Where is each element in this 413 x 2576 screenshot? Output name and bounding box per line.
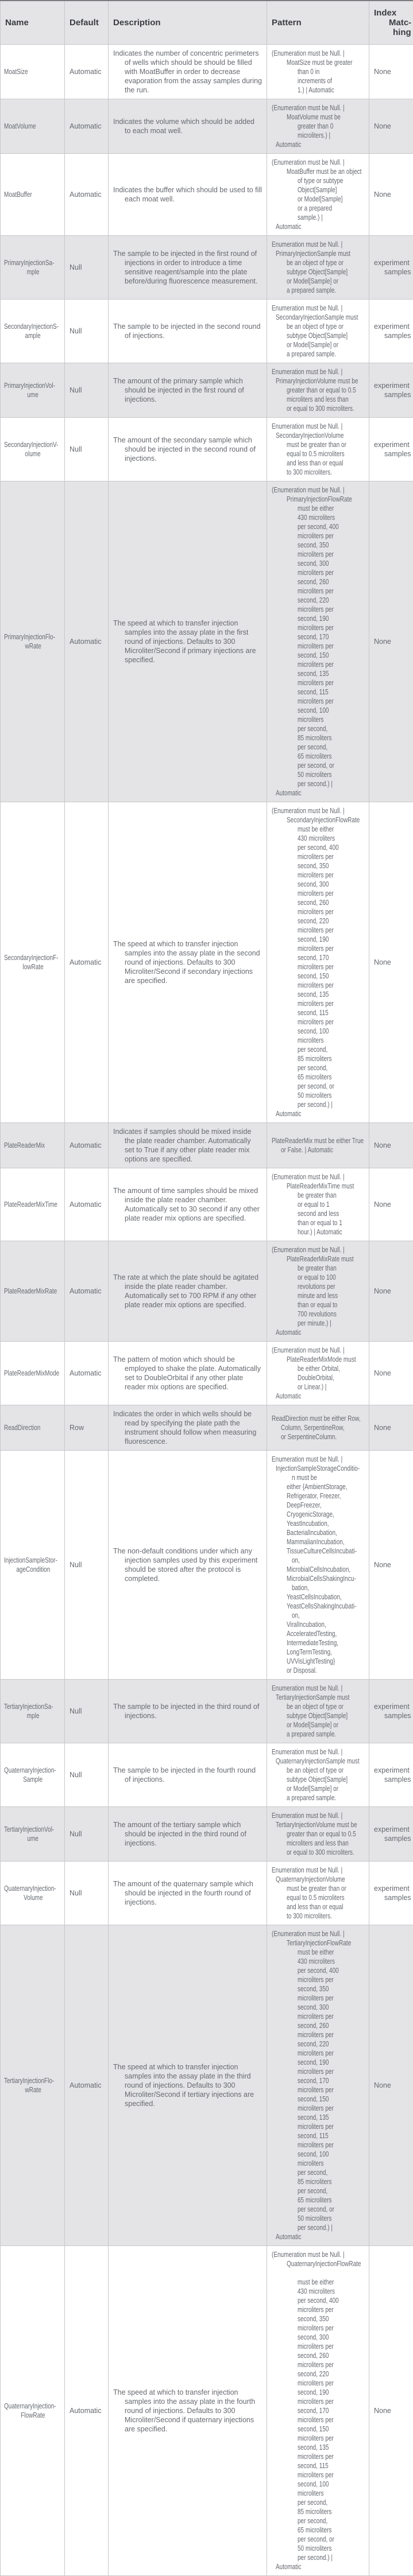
option-name: SecondaryInjectionS- ample [1,300,65,363]
option-description: The amount of the quaternary sample which should be injected in the fourth round of injections. [109,1862,267,1925]
index-matching-value: experiment samples [369,300,413,363]
default-value: Automatic [65,1123,109,1168]
option-name: PrimaryInjectionFlo- wRate [1,481,65,802]
pattern-value: Enumeration must be Null. | TertiaryInjectionSample must be an object of type or subtype Object[Sample] or Model[Sample] or a prepared sample. [267,1680,369,1743]
index-matching-value: experiment samples [369,1743,413,1807]
pattern-value: Enumeration must be Null. | QuaternaryInjectionVolume must be greater than or equal to 0.5 microliters and less than or equal to 300 microliters. [267,1862,369,1925]
option-name: QuaternaryInjection- Sample [1,1743,65,1807]
option-description: Indicates the order in which wells should be read by specifying the plate path the instrument should follow when measuring fluorescence. [109,1405,267,1451]
column-header-default: Default [65,1,109,45]
index-matching-value: None [369,1168,413,1241]
index-matching-header-line: Index [374,8,408,18]
default-value: Automatic [65,1241,109,1342]
option-name: TertiaryInjectionFlo- wRate [1,1925,65,2246]
index-matching-value: None [369,481,413,802]
index-matching-value: None [369,1342,413,1405]
pattern-value: (Enumeration must be Null. | PlateReaderMixMode must be either Orbital, DoubleOrbital, or Linear.) | Automatic [267,1342,369,1405]
option-name: PlateReaderMixTime [1,1168,65,1241]
table-row [1,154,413,236]
option-description: The speed at which to transfer injection samples into the assay plate in the second round of injections. Defaults to 300 Microliter/Second if secondary injections are specified. [109,802,267,1123]
table-row [1,1342,413,1405]
default-value: Null [65,236,109,300]
option-description: The amount of time samples should be mixed inside the plate reader chamber. Automatically set to 30 second if any other plate reader mix options are specified. [109,1168,267,1241]
table-row [1,363,413,418]
index-matching-value: experiment samples [369,1862,413,1925]
index-matching-value: None [369,99,413,154]
pattern-value: Enumeration must be Null. | QuaternaryInjectionSample must be an object of type or subtype Object[Sample] or Model[Sample] or a prepared sample. [267,1743,369,1807]
index-matching-value: experiment samples [369,363,413,418]
pattern-value: (Enumeration must be Null. | QuaternaryInjectionFlowRate must be either 430 microliters per second, 400 microliters per second, 350 microliters per second, 300 microliters per second, 260 microliters per second, 220 microliters per second, 190 microliters per second, 170 microliters per second, 150 microliters per second, 135 microliters per second, 115 microliters per second, 100 microliters per second, 85 microliters per second, 65 microliters per second, or 50 microliters per second.) | Automatic [267,2246,369,2576]
table-row [1,1743,413,1807]
index-matching-value: None [369,1123,413,1168]
index-matching-value: None [369,1241,413,1342]
index-matching-value: experiment samples [369,1680,413,1743]
option-description: The amount of the secondary sample which should be injected in the second round of injections. [109,418,267,481]
option-name: TertiaryInjectionVol- ume [1,1807,65,1862]
option-name: TertiaryInjectionSa- mple [1,1680,65,1743]
default-value: Null [65,363,109,418]
option-description: The amount of the tertiary sample which should be injected in the third round of injections. [109,1807,267,1862]
header-row [1,1,413,45]
option-description: Indicates if samples should be mixed inside the plate reader chamber. Automatically set to True if any other plate reader mix options are specified. [109,1123,267,1168]
option-description: The rate at which the plate should be agitated inside the plate reader chamber. Automatically set to 700 RPM if any other plate reader mix options are specified. [109,1241,267,1342]
index-matching-value: None [369,2246,413,2576]
table-row [1,1680,413,1743]
default-value: Automatic [65,1925,109,2246]
pattern-value: Enumeration must be Null. | InjectionSampleStorageConditio- n must be either {AmbientStorage, Refrigerator, Freezer, DeepFreezer, CryogenicStorage, YeastIncubation, BacterialIncubation, MammalianIncubation, TissueCultureCellsIncubati- on, MicrobialCellsIncubation, MicrobialCellsShakingIncu- bation, YeastCellsIncubation, YeastCellsShakingIncubati- on, ViralIncubation, AcceleratedTesting, IntermediateTesting, LongTermTesting, UVVisLightTesting} or Disposal. [267,1451,369,1680]
default-value: Automatic [65,481,109,802]
pattern-value: ReadDirection must be either Row, Column, SerpentineRow, or SerpentineColumn. [267,1405,369,1451]
option-description: The speed at which to transfer injection samples into the assay plate in the first round of injections. Defaults to 300 Microliter/Second if primary injections are specified. [109,481,267,802]
option-name: MoatSize [1,45,65,99]
option-name: QuaternaryInjection- Volume [1,1862,65,1925]
default-value: Null [65,1862,109,1925]
index-matching-value: None [369,802,413,1123]
option-description: The speed at which to transfer injection samples into the assay plate in the fourth round of injections. Defaults to 300 Microliter/Second if quaternary injections are specified. [109,2246,267,2576]
table-row [1,1807,413,1862]
option-description: The sample to be injected in the third round of injections. [109,1680,267,1743]
option-description: Indicates the volume which should be added to each moat well. [109,99,267,154]
option-name: QuaternaryInjection- FlowRate [1,2246,65,2576]
option-description: The pattern of motion which should be employed to shake the plate. Automatically set to DoubleOrbital if any other plate reader mix options are specified. [109,1342,267,1405]
table-row [1,1925,413,2246]
pattern-value: (Enumeration must be Null. | PlateReaderMixTime must be greater than or equal to 1 second and less than or equal to 1 hour.) | Automatic [267,1168,369,1241]
index-matching-value: None [369,1925,413,2246]
index-matching-value: None [369,1405,413,1451]
index-matching-value: experiment samples [369,236,413,300]
pattern-value: Enumeration must be Null. | TertiaryInjectionVolume must be greater than or equal to 0.5 microliters and less than or equal to 300 microliters. [267,1807,369,1862]
pattern-value: Enumeration must be Null. | PrimaryInjectionVolume must be greater than or equal to 0.5 microliters and less than or equal to 300 microliters. [267,363,369,418]
index-matching-value: experiment samples [369,418,413,481]
pattern-value: (Enumeration must be Null. | MoatBuffer must be an object of type or subtype Object[Sample] or Model[Sample] or a prepared sample.) | Automatic [267,154,369,236]
pattern-value: Enumeration must be Null. | SecondaryInjectionSample must be an object of type or subtype Object[Sample] or Model[Sample] or a prepared sample. [267,300,369,363]
default-value: Null [65,418,109,481]
default-value: Automatic [65,802,109,1123]
option-description: The non-default conditions under which any injection samples used by this experiment should be stored after the protocol is completed. [109,1451,267,1680]
index-matching-header-line: Matc- [374,18,408,28]
index-matching-value: None [369,1451,413,1680]
option-description: The amount of the primary sample which should be injected in the first round of injections. [109,363,267,418]
pattern-value: Enumeration must be Null. | SecondaryInjectionVolume must be greater than or equal to 0.5 microliters and less than or equal to 300 microliters. [267,418,369,481]
table-row [1,99,413,154]
option-description: The sample to be injected in the first round of injections in order to introduce a time sensitive reagent/sample into the plate before/during fluorescence measurement. [109,236,267,300]
column-header-pattern: Pattern [267,1,369,45]
column-header-name: Name [1,1,65,45]
pattern-value: (Enumeration must be Null. | PrimaryInjectionFlowRate must be either 430 microliters per second, 400 microliters per second, 350 microliters per second, 300 microliters per second, 260 microliters per second, 220 microliters per second, 190 microliters per second, 170 microliters per second, 150 microliters per second, 135 microliters per second, 115 microliters per second, 100 microliters per second, 85 microliters per second, 65 microliters per second, or 50 microliters per second.) | Automatic [267,481,369,802]
pattern-value: Enumeration must be Null. | PrimaryInjectionSample must be an object of type or subtype Object[Sample] or Model[Sample] or a prepared sample. [267,236,369,300]
pattern-value: (Enumeration must be Null. | PlateReaderMixRate must be greater than or equal to 100 revolutions per minute and less than or equal to 700 revolutions per minute.) | Automatic [267,1241,369,1342]
column-header-description: Description [109,1,267,45]
option-name: SecondaryInjectionF- lowRate [1,802,65,1123]
table-row [1,1241,413,1342]
default-value: Automatic [65,45,109,99]
table-row [1,802,413,1123]
default-value: Null [65,1451,109,1680]
option-description: Indicates the number of concentric perimeters of wells which should be should be filled with MoatBuffer in order to decrease evaporation from the assay samples during the run. [109,45,267,99]
option-name: PrimaryInjectionSa- mple [1,236,65,300]
option-description: The speed at which to transfer injection samples into the assay plate in the third round of injections. Defaults to 300 Microliter/Second if tertiary injections are specified. [109,1925,267,2246]
option-name: PlateReaderMixMode [1,1342,65,1405]
default-value: Row [65,1405,109,1451]
table-row [1,1405,413,1451]
table-row [1,1451,413,1680]
default-value: Automatic [65,1342,109,1405]
option-name: PlateReaderMix [1,1123,65,1168]
option-name: SecondaryInjectionV- olume [1,418,65,481]
table-row [1,236,413,300]
option-name: MoatVolume [1,99,65,154]
default-value: Automatic [65,2246,109,2576]
table-row [1,1168,413,1241]
table-row [1,481,413,802]
default-value: Automatic [65,99,109,154]
option-name: PrimaryInjectionVol- ume [1,363,65,418]
table-row [1,300,413,363]
default-value: Null [65,300,109,363]
index-matching-value: None [369,45,413,99]
index-matching-value: experiment samples [369,1807,413,1862]
table-header [1,1,413,45]
default-value: Null [65,1680,109,1743]
option-name: InjectionSampleStor- ageCondition [1,1451,65,1680]
pattern-value: (Enumeration must be Null. | TertiaryInjectionFlowRate must be either 430 microliters per second, 400 microliters per second, 350 microliters per second, 300 microliters per second, 260 microliters per second, 220 microliters per second, 190 microliters per second, 170 microliters per second, 150 microliters per second, 135 microliters per second, 115 microliters per second, 100 microliters per second, 85 microliters per second, 65 microliters per second, or 50 microliters per second.) | Automatic [267,1925,369,2246]
option-name: MoatBuffer [1,154,65,236]
default-value: Null [65,1743,109,1807]
default-value: Null [65,1807,109,1862]
index-matching-value: None [369,154,413,236]
pattern-value: (Enumeration must be Null. | MoatVolume must be greater than 0 microliters.) | Automatic [267,99,369,154]
table-row [1,418,413,481]
option-name: ReadDirection [1,1405,65,1451]
table-row [1,1862,413,1925]
index-matching-header-line: hing [374,28,408,37]
pattern-value: (Enumeration must be Null. | MoatSize must be greater than 0 in increments of 1.) | Automatic [267,45,369,99]
option-description: The sample to be injected in the second round of injections. [109,300,267,363]
default-value: Automatic [65,1168,109,1241]
option-description: The sample to be injected in the fourth round of injections. [109,1743,267,1807]
table-row [1,45,413,99]
column-header-index-matching [369,1,413,45]
table-row [1,1123,413,1168]
pattern-value: PlateReaderMix must be either True or False. | Automatic [267,1123,369,1168]
default-value: Automatic [65,154,109,236]
pattern-value: (Enumeration must be Null. | SecondaryInjectionFlowRate must be either 430 microliters per second, 400 microliters per second, 350 microliters per second, 300 microliters per second, 260 microliters per second, 220 microliters per second, 190 microliters per second, 170 microliters per second, 150 microliters per second, 135 microliters per second, 115 microliters per second, 100 microliters per second, 85 microliters per second, 65 microliters per second, or 50 microliters per second.) | Automatic [267,802,369,1123]
option-description: Indicates the buffer which should be used to fill each moat well. [109,154,267,236]
option-name: PlateReaderMixRate [1,1241,65,1342]
table-row [1,2246,413,2576]
table-body [1,45,413,2576]
